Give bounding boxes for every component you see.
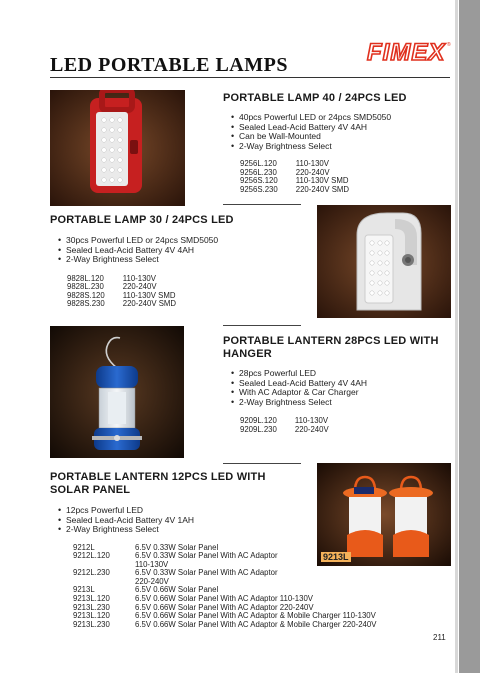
model-table xyxy=(240,160,349,194)
product-title-line2: SOLAR PANEL xyxy=(50,484,131,496)
feature-item: • 30pcs Powerful LED or 24pcs SMD5050 xyxy=(60,236,310,246)
model-code: 9256S.120 xyxy=(240,176,278,186)
model-code: 9213L xyxy=(73,585,95,595)
model-code: 9213L.230 xyxy=(73,619,110,629)
model-desc: 110-130V SMD xyxy=(122,290,176,300)
feature-item: • 2-Way Brightness Select xyxy=(60,525,450,535)
model-code: 9213L.120 xyxy=(73,594,110,604)
page-number: 211 xyxy=(433,633,446,642)
model-code: 9213L.120 xyxy=(73,611,110,621)
table-row xyxy=(73,621,376,630)
feature-item: • 2-Way Brightness Select xyxy=(233,142,453,152)
model-desc: 220-240V xyxy=(122,282,157,292)
feature-item: • 12pcs Powerful LED xyxy=(60,506,450,516)
model-desc: 110-130V SMD xyxy=(295,176,349,186)
model-desc: 220-240V xyxy=(295,167,330,177)
side-accent-bar xyxy=(459,0,480,673)
product-photo-9209 xyxy=(50,326,184,458)
model-desc: 6.5V 0.33W Solar Panel xyxy=(135,542,219,552)
section-divider xyxy=(223,325,301,326)
fimex-logo xyxy=(365,38,453,66)
model-desc: 6.5V 0.66W Solar Panel With AC Adaptor & Mobile Charger 220-240V xyxy=(135,619,377,629)
model-code: 9212L xyxy=(73,542,95,552)
feature-item: • Sealed Lead-Acid Battery 4V 4AH xyxy=(233,123,453,133)
photo-caption: 9213L xyxy=(323,552,349,562)
model-desc: 6.5V 0.66W Solar Panel With AC Adaptor 220-240V xyxy=(135,602,314,612)
table-row xyxy=(67,300,176,309)
model-desc: 6.5V 0.66W Solar Panel xyxy=(135,585,219,595)
svg-text:FIMEX: FIMEX xyxy=(367,39,446,66)
product-photo-9256 xyxy=(50,90,185,206)
section-divider xyxy=(223,204,301,205)
feature-item: • Can be Wall-Mounted xyxy=(233,132,453,142)
table-row xyxy=(240,426,329,435)
model-desc: 6.5V 0.66W Solar Panel With AC Adaptor 110-130V xyxy=(135,594,313,604)
model-desc: 220-240V xyxy=(294,424,329,434)
table-row xyxy=(73,578,376,587)
model-desc: 6.5V 0.33W Solar Panel With AC Adaptor xyxy=(135,551,278,561)
model-code: 9828S.120 xyxy=(67,290,105,300)
model-desc: 6.5V 0.33W Solar Panel With AC Adaptor xyxy=(135,568,278,578)
model-desc: 6.5V 0.66W Solar Panel With AC Adaptor & Mobile Charger 110-130V xyxy=(135,611,376,621)
model-code: 9256S.230 xyxy=(240,184,278,194)
product-photo-9213 xyxy=(317,463,451,566)
table-row xyxy=(73,569,376,578)
feature-item: • Sealed Lead-Acid Battery 4V 1AH xyxy=(60,516,450,526)
model-code: 9213L.230 xyxy=(73,602,110,612)
product-title-line2: HANGER xyxy=(223,348,272,360)
model-desc: 110-130V xyxy=(135,559,169,569)
model-code: 9828L.120 xyxy=(67,273,104,283)
feature-item: • With AC Adaptor & Car Charger xyxy=(233,388,453,398)
feature-item: • 2-Way Brightness Select xyxy=(60,255,310,265)
feature-item: • 40pcs Powerful LED or 24pcs SMD5050 xyxy=(233,113,453,123)
page-title: LED PORTABLE LAMPS xyxy=(50,54,288,76)
model-desc: 110-130V xyxy=(294,416,329,425)
product-9828-section xyxy=(50,214,310,309)
model-desc: 220-240V SMD xyxy=(295,184,350,194)
model-desc: 110-130V xyxy=(295,159,329,168)
model-code: 9209L.230 xyxy=(240,424,277,434)
model-code: 9828S.230 xyxy=(67,299,105,309)
svg-text:®: ® xyxy=(447,42,451,48)
model-code: 9209L.120 xyxy=(240,416,277,425)
section-divider xyxy=(223,463,301,464)
model-table xyxy=(67,275,176,309)
model-code: 9828L.230 xyxy=(67,282,104,292)
product-title: PORTABLE LAMP 30 / 24PCS LED xyxy=(50,214,234,226)
model-code: 9212L.120 xyxy=(73,551,110,561)
feature-item: • 2-Way Brightness Select xyxy=(233,398,453,408)
feature-item: • Sealed Lead-Acid Battery 4V 4AH xyxy=(60,246,310,256)
product-title: PORTABLE LAMP 40 / 24PCS LED xyxy=(223,92,407,104)
table-row xyxy=(240,186,349,195)
feature-item: • 28pcs Powerful LED xyxy=(233,369,453,379)
product-title-line1: PORTABLE LANTERN 28PCS LED WITH xyxy=(223,335,439,347)
title-divider xyxy=(50,77,450,78)
model-code: 9256L.120 xyxy=(240,159,277,168)
model-table xyxy=(240,417,329,434)
feature-item: • Sealed Lead-Acid Battery 4V 4AH xyxy=(233,379,453,389)
model-code: 9212L.230 xyxy=(73,568,110,578)
model-desc: 220-240V SMD xyxy=(122,299,177,309)
product-title-line1: PORTABLE LANTERN 12PCS LED WITH xyxy=(50,471,266,483)
product-9256-section xyxy=(223,92,453,194)
product-9209-section xyxy=(223,335,453,434)
model-desc: 220-240V xyxy=(135,576,169,586)
side-accent-light xyxy=(455,0,458,673)
model-code: 9256L.230 xyxy=(240,167,277,177)
model-desc: 110-130V xyxy=(122,273,156,283)
product-photo-9828 xyxy=(317,205,451,318)
